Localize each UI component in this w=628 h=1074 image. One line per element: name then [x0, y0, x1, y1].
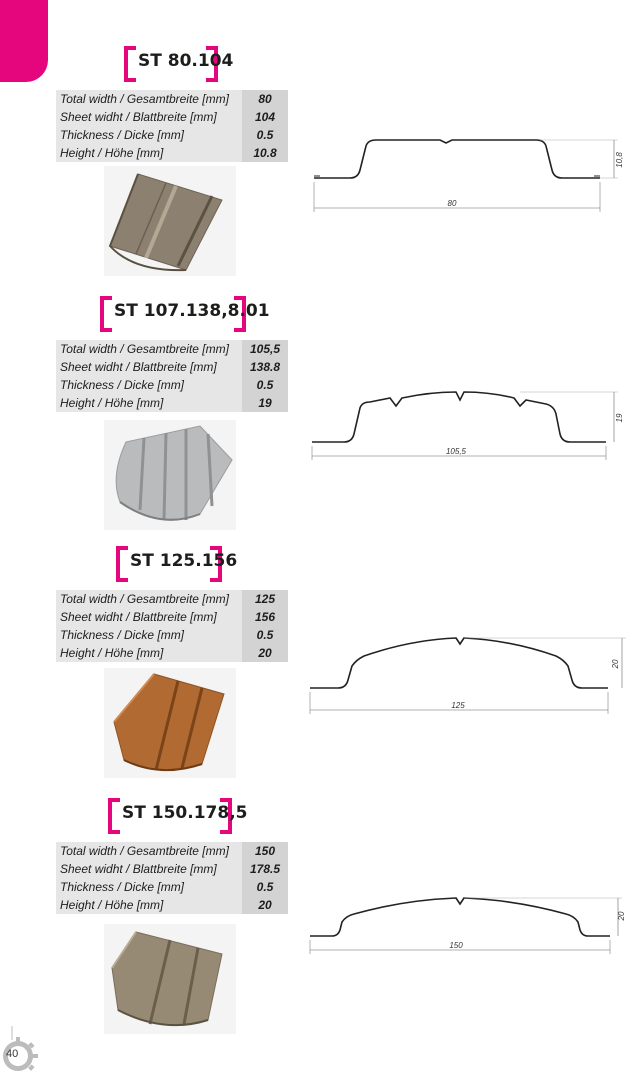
height-dimension: 10,8	[615, 152, 624, 168]
table-row	[56, 340, 288, 358]
spec-value: 138.8	[242, 358, 288, 376]
product-title: ST 80.104	[138, 51, 234, 71]
table-row	[56, 626, 288, 644]
spec-label: Thickness / Dicke [mm]	[60, 880, 185, 894]
profile-drawing	[300, 636, 628, 736]
height-dimension: 19	[615, 413, 624, 423]
brand-tab-label: RF	[6, 58, 25, 73]
spec-label: Total width / Gesamtbreite [mm]	[60, 92, 229, 106]
spec-value: 80	[242, 90, 288, 108]
spec-label: Height / Höhe [mm]	[60, 146, 164, 160]
spec-value: 19	[242, 394, 288, 412]
spec-label: Sheet widht / Blattbreite [mm]	[60, 360, 217, 374]
spec-label: Thickness / Dicke [mm]	[60, 628, 185, 642]
table-row	[56, 842, 288, 860]
spec-label: Thickness / Dicke [mm]	[60, 378, 185, 392]
product-title-box	[124, 46, 234, 78]
width-dimension: 105,5	[445, 447, 467, 456]
width-dimension: 125	[451, 701, 465, 710]
spec-label: Sheet widht / Blattbreite [mm]	[60, 610, 217, 624]
product-title: ST 150.178,5	[122, 803, 248, 823]
table-row	[56, 358, 288, 376]
product-title: ST 107.138,8.01	[114, 301, 270, 321]
product-title-box	[108, 798, 248, 830]
spec-value: 125	[242, 590, 288, 608]
product-section-4	[0, 798, 628, 1048]
spec-value: 156	[242, 608, 288, 626]
spec-value: 0.5	[242, 878, 288, 896]
height-dimension: 20	[617, 911, 626, 921]
table-row	[56, 878, 288, 896]
product-title: ST 125.156	[130, 551, 238, 571]
spec-value: 178.5	[242, 860, 288, 878]
spec-value: 20	[242, 896, 288, 914]
profile-drawing	[300, 892, 628, 992]
spec-value: 150	[242, 842, 288, 860]
table-row	[56, 590, 288, 608]
table-row	[56, 860, 288, 878]
width-dimension: 150	[449, 941, 463, 950]
table-row	[56, 376, 288, 394]
product-title-box	[116, 546, 238, 578]
table-row	[56, 144, 288, 162]
product-photo	[104, 420, 236, 530]
spec-label: Total width / Gesamtbreite [mm]	[60, 592, 229, 606]
product-photo	[104, 166, 236, 276]
product-section-1	[0, 46, 628, 296]
spec-label: Sheet widht / Blattbreite [mm]	[60, 862, 217, 876]
spec-label: Height / Höhe [mm]	[60, 646, 164, 660]
spec-value: 20	[242, 644, 288, 662]
spec-value: 104	[242, 108, 288, 126]
spec-label: Total width / Gesamtbreite [mm]	[60, 342, 229, 356]
table-row	[56, 90, 288, 108]
spec-label: Thickness / Dicke [mm]	[60, 128, 185, 142]
spec-value: 0.5	[242, 376, 288, 394]
spec-label: Sheet widht / Blattbreite [mm]	[60, 110, 217, 124]
specs-table	[56, 90, 288, 162]
width-dimension: 80	[447, 199, 457, 208]
table-row	[56, 108, 288, 126]
table-row	[56, 394, 288, 412]
profile-drawing	[300, 132, 628, 232]
profile-drawing	[300, 386, 628, 486]
table-row	[56, 896, 288, 914]
specs-table	[56, 340, 288, 412]
spec-value: 0.5	[242, 126, 288, 144]
product-photo	[104, 924, 236, 1034]
product-section-3	[0, 546, 628, 796]
product-title-box	[100, 296, 270, 328]
height-dimension: 20	[611, 659, 620, 669]
spec-value: 10.8	[242, 144, 288, 162]
spec-value: 0.5	[242, 626, 288, 644]
page-number: 40	[6, 1048, 19, 1060]
product-photo	[104, 668, 236, 778]
specs-table	[56, 590, 288, 662]
specs-table	[56, 842, 288, 914]
spec-value: 105,5	[242, 340, 288, 358]
spec-label: Height / Höhe [mm]	[60, 396, 164, 410]
table-row	[56, 644, 288, 662]
table-row	[56, 608, 288, 626]
table-row	[56, 126, 288, 144]
spec-label: Total width / Gesamtbreite [mm]	[60, 844, 229, 858]
spec-label: Height / Höhe [mm]	[60, 898, 164, 912]
product-section-2	[0, 296, 628, 546]
